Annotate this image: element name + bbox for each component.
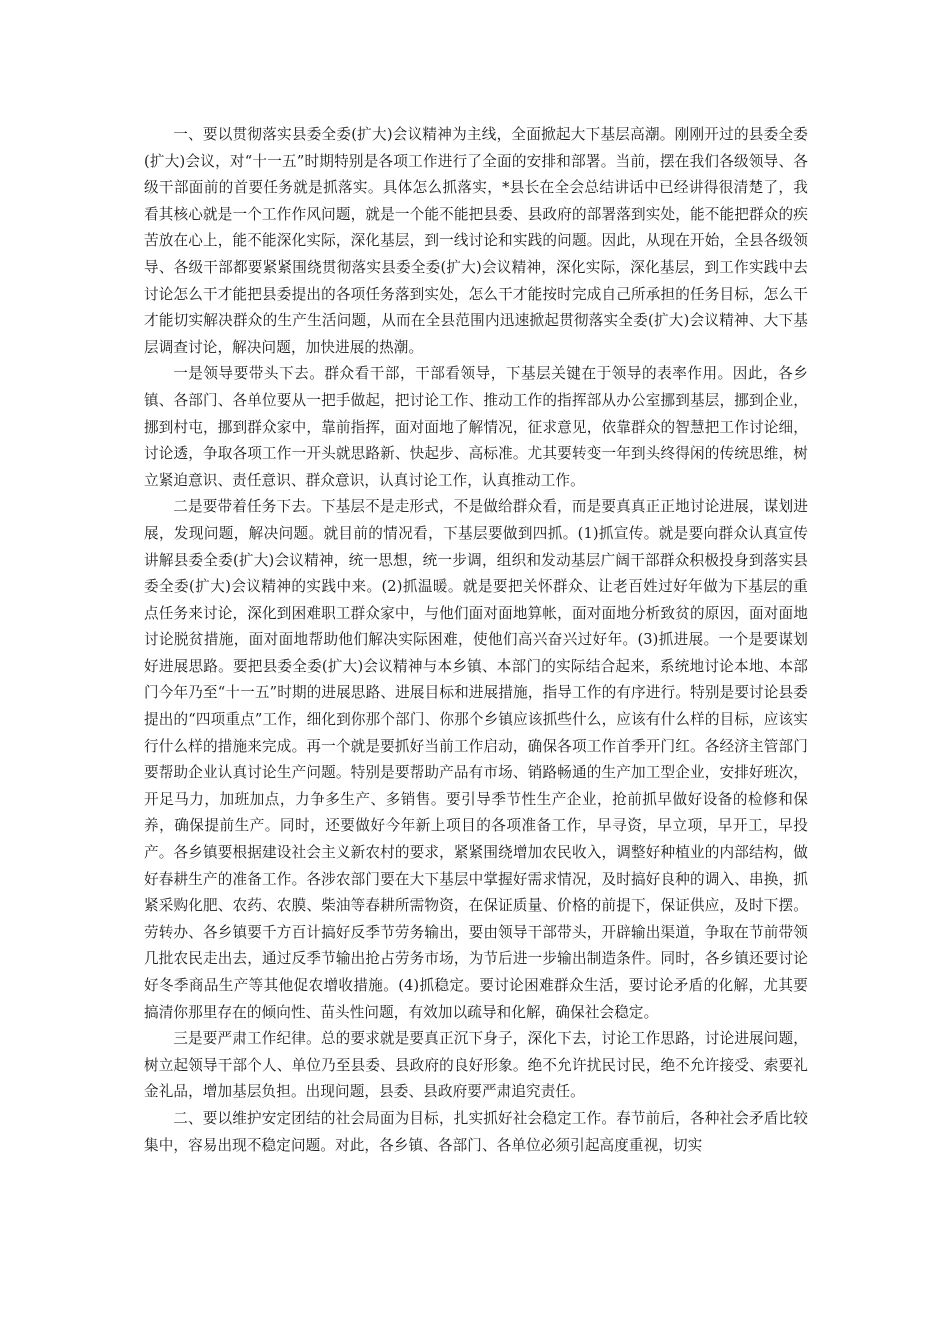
paragraph-work-discipline: 三是要严肃工作纪律。总的要求就是要真正沉下身子，深化下去，讨论工作思路，讨论进展问题，树立起领导干部个人、单位乃至县委、县政府的良好形象。绝不允许扰民讨民，绝不允许接受、索要礼金礼品，增加基层负担。出现问题，县委、县政府要严肃追究责任。 xyxy=(144,1030,808,1101)
paragraph-leaders-go-down: 一是领导要带头下去。群众看干部，干部看领导，下基层关键在于领导的表率作用。因此，各乡镇、各部门、各单位要从一把手做起，把讨论工作、推动工作的指挥部从办公室挪到基层，挪到企业，挪到村屯，挪到群众家中，靠前指挥，面对面地了解情况，征求意见，依靠群众的智慧把工作讨论细，讨论透，争取各项工作一开头就思路新、快起步、高标准。尤其要转变一年到头终得闲的传统思维，树立紧迫意识、责任意识、群众意识，认真讨论工作，认真推动工作。 xyxy=(144,365,808,489)
paragraph-section-two: 二、要以维护安定团结的社会局面为目标，扎实抓好社会稳定工作。春节前后，各种社会矛盾比较集中，容易出现不稳定问题。对此，各乡镇、各部门、各单位必须引起高度重视，切实 xyxy=(144,1109,808,1154)
document-body xyxy=(144,122,808,1159)
paragraph-with-tasks: 二是要带着任务下去。下基层不是走形式，不是做给群众看，而是要真真正正地讨论进展，谋划进展，发现问题，解决问题。就目前的情况看，下基层要做到四抓。(1)抓宣传。就是要向群众认真宣传讲解县委全委(扩大)会议精神，统一思想，统一步调，组织和发动基层广阔干部群众积极投身到落实县委全委(扩大)会议精神的实践中来。(2)抓温暖。就是要把关怀群众、让老百姓过好年做为下基层的重点任务来讨论，深化到困难职工群众家中，与他们面对面地算帐，面对面地分析致贫的原因，面对面地讨论脱贫措施，面对面地帮助他们解决实际困难，使他们高兴奋兴过好年。(3)抓进展。一个是要谋划好进展思路。要把县委全委(扩大)会议精神与本乡镇、本部门的实际结合起来，系统地讨论本地、本部门今年乃至“十一五”时期的进展思路、进展目标和进展措施，指导工作的有序进行。特别是要讨论县委提出的“四项重点”工作，细化到你那个部门、你那个乡镇应该抓些什么，应该有什么样的目标，应该实行什么样的措施来完成。再一个就是要抓好当前工作启动，确保各项工作首季开门红。各经济主管部门要帮助企业认真讨论生产问题。特别是要帮助产品有市场、销路畅通的生产加工型企业，安排好班次，开足马力，加班加点，力争多生产、多销售。要引导季节性生产企业，抢前抓早做好设备的检修和保养，确保提前生产。同时，还要做好今年新上项目的各项准备工作，早寻资，早立项，早开工，早投产。各乡镇要根据建设社会主义新农村的要求，紧紧围绕增加农民收入，调整好种植业的内部结构，做好春耕生产的准备工作。各涉农部门要在大下基层中掌握好需求情况，及时搞好良种的调入、串换，抓紧采购化肥、农药、农膜、柴油等春耕所需物资，在保证质量、价格的前提下，保证供应，及时下摆。劳转办、各乡镇要千方百计搞好反季节劳务输出，要由领导干部带头，开辟输出渠道，争取在节前带领几批农民走出去，通过反季节输出抢占劳务市场，为节后进一步输出制造条件。同时，各乡镇还要讨论好冬季商品生产等其他促农增收措施。(4)抓稳定。要讨论困难群众生活，要讨论矛盾的化解，尤其要搞清你那里存在的倾向性、苗头性问题，有效加以疏导和化解，确保社会稳定。 xyxy=(144,498,808,1021)
paragraph-section-one: 一、要以贯彻落实县委全委(扩大)会议精神为主线，全面掀起大下基层高潮。刚刚开过的县委全委(扩大)会议，对“十一五”时期特别是各项工作进行了全面的安排和部署。当前，摆在我们各级领导、各级干部面前的首要任务就是抓落实。具体怎么抓落实，*县长在全会总结讲话中已经讲得很清楚了，我看其核心就是一个工作作风问题，就是一个能不能把县委、县政府的部署落到实处，能不能把群众的疾苦放在心上，能不能深化实际，深化基层，到一线讨论和实践的问题。因此，从现在开始，全县各级领导、各级干部都要紧紧围绕贯彻落实县委全委(扩大)会议精神，深化实际，深化基层，到工作实践中去讨论怎么干才能把县委提出的各项任务落到实处，怎么干才能按时完成自己所承担的任务目标，怎么干才能切实解决群众的生产生活问题，从而在全县范围内迅速掀起贯彻落实全委(扩大)会议精神、大下基层调查讨论，解决问题，加快进展的热潮。 xyxy=(144,126,808,356)
